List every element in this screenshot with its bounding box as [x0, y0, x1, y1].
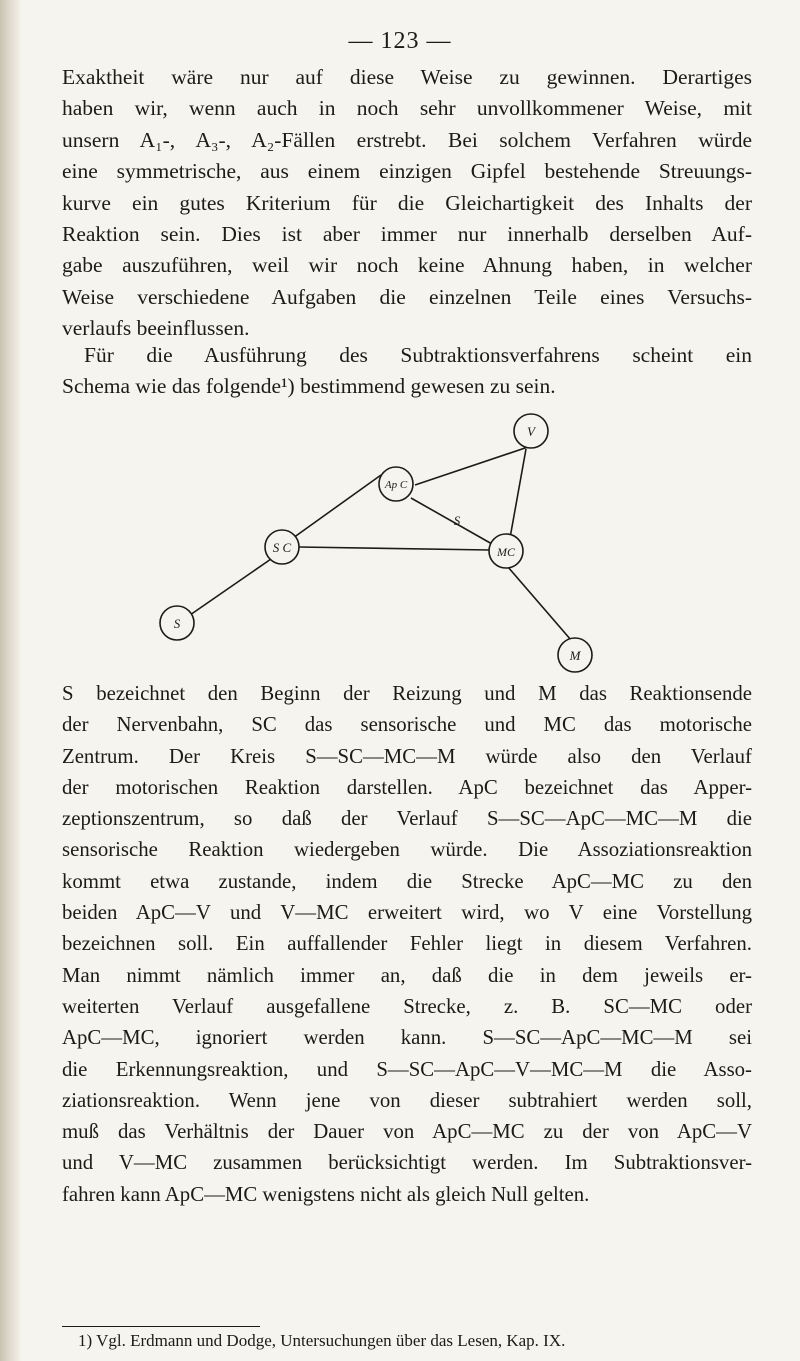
- paragraph-3: [62, 678, 752, 1210]
- text-line: weiterten Verlauf ausgefallene Strecke, z. B. SC—MC oder: [62, 994, 752, 1018]
- edge-apc-mc: [411, 498, 492, 544]
- text-line: Reaktion sein. Dies ist aber immer nur innerhalb derselben Auf-: [62, 222, 752, 247]
- text-line: der motorischen Reaktion darstellen. ApC bezeichnet das Apper-: [62, 775, 752, 799]
- page-number: — 123 —: [348, 28, 452, 54]
- node-label-v: V: [527, 424, 535, 439]
- edge-apc-v: [415, 445, 534, 485]
- text-line: fahren kann ApC—MC wenigstens nicht als gleich Null gelten.: [62, 1182, 590, 1206]
- page-edge-shadow: [0, 0, 22, 1361]
- text-line: und V—MC zusammen berücksichtigt werden. Im Subtraktionsver-: [62, 1151, 752, 1175]
- text-line: haben wir, wenn auch in noch sehr unvollkommener Weise, mit: [62, 96, 752, 121]
- node-label-m: M: [569, 648, 581, 663]
- footnote: 1) Vgl. Erdmann und Dodge, Untersuchungen über das Lesen, Kap. IX.: [78, 1331, 566, 1350]
- text-line: gabe auszuführen, weil wir noch keine Ahnung haben, in welcher: [62, 253, 752, 278]
- text-line: S bezeichnet den Beginn der Reizung und M das Reaktionsende: [62, 682, 752, 705]
- edge-sc-apc: [293, 475, 381, 538]
- text-line: der Nervenbahn, SC das sensorische und MC das motorische: [62, 713, 752, 737]
- text-line: unsern A₁-, A₃-, A₂-Fällen erstrebt. Bei solchem Verfahren würde: [62, 127, 752, 152]
- text-line: Man nimmt nämlich immer an, daß die in dem jeweils er-: [62, 963, 752, 987]
- node-label-sc: S C: [272, 540, 292, 555]
- text-line: kommt etwa zustande, indem die Strecke ApC—MC zu den: [62, 869, 752, 893]
- text-line: Für die Ausführung des Subtraktionsverfahrens scheint ein: [84, 343, 752, 367]
- text-line: muß das Verhältnis der Dauer von ApC—MC zu der von ApC—V: [62, 1120, 752, 1144]
- text-line: die Erkennungsreaktion, und S—SC—ApC—V—MC—M die Asso-: [62, 1057, 752, 1081]
- text-line: Schema wie das folgende¹) bestimmend gewesen zu sein.: [62, 374, 556, 399]
- node-label-s: S: [173, 616, 181, 631]
- edge-s-sc: [190, 559, 271, 615]
- edge-label-s: S: [453, 513, 461, 528]
- reaction-schema-diagram: [150, 388, 750, 688]
- paragraph-1: [62, 62, 752, 345]
- text-line: Weise verschiedene Aufgaben die einzelnen Teile eines Versuchs-: [62, 284, 752, 309]
- text-line: kurve ein gutes Kriterium für die Gleichartigkeit des Inhalts der: [62, 190, 752, 215]
- text-line: beiden ApC—V und V—MC erweitert wird, wo V eine Vorstellung: [62, 901, 752, 925]
- edge-sc-mc: [299, 547, 490, 550]
- text-line: ApC—MC, ignoriert werden kann. S—SC—ApC—MC—M sei: [62, 1026, 752, 1050]
- text-line: eine symmetrische, aus einem einzigen Gipfel bestehende Streuungs-: [62, 159, 752, 184]
- text-line: sensorische Reaktion wiedergeben würde. Die Assoziationsreaktion: [62, 838, 752, 862]
- edge-mc-m: [508, 567, 571, 640]
- node-label-mc: MC: [497, 545, 515, 559]
- footnote-divider: [62, 1326, 260, 1327]
- node-label-apc: Ap C: [384, 479, 408, 491]
- text-line: zeptionszentrum, so daß der Verlauf S—SC—ApC—MC—M die: [62, 807, 752, 831]
- text-line: verlaufs beeinflussen.: [62, 316, 250, 341]
- text-line: Zentrum. Der Kreis S—SC—MC—M würde also den Verlauf: [62, 744, 752, 768]
- text-line: Exaktheit wäre nur auf diese Weise zu gewinnen. Derartiges: [62, 65, 752, 89]
- edge-v-mc: [510, 449, 526, 538]
- diagram-svg: [150, 388, 750, 688]
- text-line: ziationsreaktion. Wenn jene von dieser subtrahiert werden soll,: [62, 1088, 752, 1112]
- text-line: bezeichnen soll. Ein auffallender Fehler liegt in diesem Verfahren.: [62, 932, 752, 956]
